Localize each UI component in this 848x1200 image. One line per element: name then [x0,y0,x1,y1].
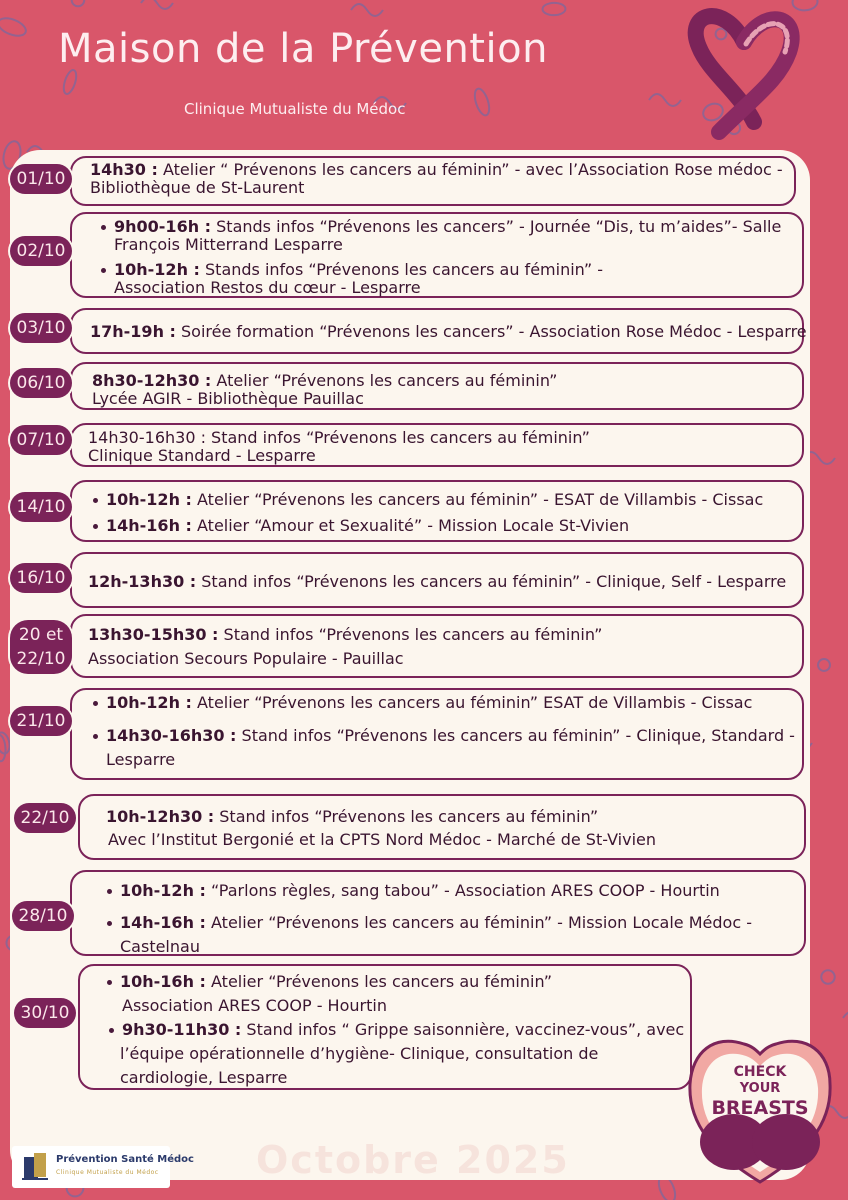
event-line [114,278,421,297]
event-line [88,625,602,644]
event-line [106,490,763,509]
event-date: 07/10 [10,425,72,455]
event-description: Avec l’Institut Bergonié et la CPTS Nord Médoc - Marché de St-Vivien [108,830,656,849]
event-description: Stand infos “ Grippe saisonnière, vaccinez-vous”, avec [241,1020,685,1039]
pattern-doodle [72,0,85,6]
event-time: 13h30-15h30 : [88,625,219,644]
event-line [92,389,364,408]
event-description: Association ARES COOP - Hourtin [122,996,387,1015]
event-description: Atelier “Prévenons les cancers au féminin” - Mission Locale Médoc - [205,913,752,932]
event-description: Stands infos “Prévenons les cancers au féminin” - [199,260,604,279]
event-description: Lesparre [106,750,176,769]
event-description: Atelier “Prévenons les cancers au féminin” ESAT de Villambis - Cissac [191,693,753,712]
event-line [88,572,786,591]
event-line [88,649,404,668]
event-date: 03/10 [10,313,72,343]
event-date-line: 20 et [18,625,64,645]
event-line [88,428,590,447]
logo-subtitle: Clinique Mutualiste du Médoc [56,1169,159,1176]
bullet-point [93,498,98,503]
event-line [122,1020,684,1039]
event-description: Stand infos “Prévenons les cancers au féminin” - Clinique, Standard - [236,726,795,745]
event-time: 10h-12h : [106,693,192,712]
prevention-sante-medoc-logo [12,1146,194,1188]
event-time: 17h-19h : [90,322,176,341]
event-description: Stands infos “Prévenons les cancers” - Journée “Dis, tu m’aides”- Salle [211,217,782,236]
event-description: Association Restos du cœur - Lesparre [114,278,421,297]
pattern-doodle [818,659,830,671]
event-line [90,160,783,179]
pattern-doodle [542,3,565,16]
pattern-doodle [843,1012,848,1024]
event-date: 30/10 [14,998,76,1028]
event-date: 28/10 [12,901,74,931]
event-description: Atelier “ Prévenons les cancers au féminin” - avec l’Association Rose médoc - [157,160,783,179]
event-date: 21/10 [10,706,72,736]
event-time: 8h30-12h30 : [92,371,212,390]
event-date [10,620,72,674]
event-card [78,794,806,860]
event-line [120,913,752,932]
bullet-point [93,701,98,706]
badge-text-check: CHECK [733,1064,787,1080]
event-description: Atelier “Prévenons les cancers au féminin” [211,371,558,390]
event-line [106,807,598,826]
event-description: Bibliothèque de St-Laurent [90,178,305,197]
event-date: 01/10 [10,164,72,194]
month-title: Octobre 2025 [256,1138,570,1182]
event-description: Lycée AGIR - Bibliothèque Pauillac [92,389,364,408]
event-description: Atelier “Prévenons les cancers au féminin” - ESAT de Villambis - Cissac [191,490,764,509]
event-description: Castelnau [120,937,200,956]
event-description: Soirée formation “Prévenons les cancers” - Association Rose Médoc - Lesparre [175,322,807,341]
event-line [108,830,656,849]
bullet-point [93,524,98,529]
event-line [88,446,316,465]
pattern-doodle [351,4,383,16]
event-line [122,996,387,1015]
event-description: Association Secours Populaire - Pauillac [88,649,404,668]
event-description: Clinique Standard - Lesparre [88,446,316,465]
event-time: 14h30-16h30 : [106,726,237,745]
bullet-point [107,980,112,985]
event-line [120,1068,287,1087]
event-description: Atelier “Amour et Sexualité” - Mission Locale St-Vivien [191,516,630,535]
pattern-doodle [141,0,173,9]
event-time: 14h-16h : [120,913,206,932]
event-description: l’équipe opérationnelle d’hygiène- Clinique, consultation de [120,1044,599,1063]
event-description: 14h30-16h30 : Stand infos “Prévenons les cancers au féminin” [88,428,590,447]
event-date: 06/10 [10,368,72,398]
event-line [90,322,807,341]
pattern-doodle [0,15,28,39]
event-line [90,178,304,197]
event-line [120,937,200,956]
event-card [70,614,804,678]
page-subtitle: Clinique Mutualiste du Médoc [184,100,406,118]
event-description: François Mitterrand Lesparre [114,235,343,254]
badge-text-your: YOUR [739,1081,781,1096]
bullet-point [107,921,112,926]
event-description: Stand infos “Prévenons les cancers au féminin” [218,625,603,644]
event-line [114,217,781,236]
event-time: 14h30 : [90,160,158,179]
bullet-point [109,1028,114,1033]
event-date-line: 22/10 [16,649,66,669]
event-time: 10h-12h30 : [106,807,215,826]
event-description: Stand infos “Prévenons les cancers au féminin” - Clinique, Self - Lesparre [196,572,787,591]
event-time: 9h00-16h : [114,217,212,236]
pattern-doodle [61,69,78,96]
bullet-point [107,889,112,894]
event-date: 02/10 [10,236,72,266]
event-time: 9h30-11h30 : [122,1020,242,1039]
event-description: cardiologie, Lesparre [120,1068,288,1087]
event-line [114,260,603,279]
event-time: 10h-12h : [114,260,200,279]
event-line [120,972,552,991]
event-time: 10h-16h : [120,972,206,991]
page-title: Maison de la Prévention [58,26,548,72]
event-line [106,693,752,712]
event-date: 22/10 [14,803,76,833]
event-time: 10h-12h : [120,881,206,900]
event-time: 12h-13h30 : [88,572,197,591]
event-line [92,371,557,390]
logo-emblem-icon [18,1151,58,1183]
event-date: 16/10 [10,563,72,593]
event-time: 10h-12h : [106,490,192,509]
pattern-doodle [472,87,492,117]
pattern-doodle [821,970,834,983]
event-line [120,1044,598,1063]
event-description: Stand infos “Prévenons les cancers au féminin” [214,807,599,826]
logo-name: Prévention Santé Médoc [56,1154,194,1165]
pattern-doodle [0,734,6,761]
event-line [106,750,175,769]
event-line [106,516,629,535]
bullet-point [101,225,106,230]
bullet-point [101,268,106,273]
pattern-doodle [649,94,681,106]
event-time: 14h-16h : [106,516,192,535]
event-description: Atelier “Prévenons les cancers au féminin” [205,972,552,991]
badge-text-breasts: BREASTS [711,1097,809,1119]
event-line [106,726,795,745]
pink-ribbon-heart-icon [684,2,804,152]
check-your-breasts-badge [684,1024,836,1186]
event-line [120,881,720,900]
event-description: “Parlons règles, sang tabou” - Association ARES COOP - Hourtin [205,881,720,900]
bullet-point [93,734,98,739]
event-line [114,235,343,254]
event-date: 14/10 [10,492,72,522]
